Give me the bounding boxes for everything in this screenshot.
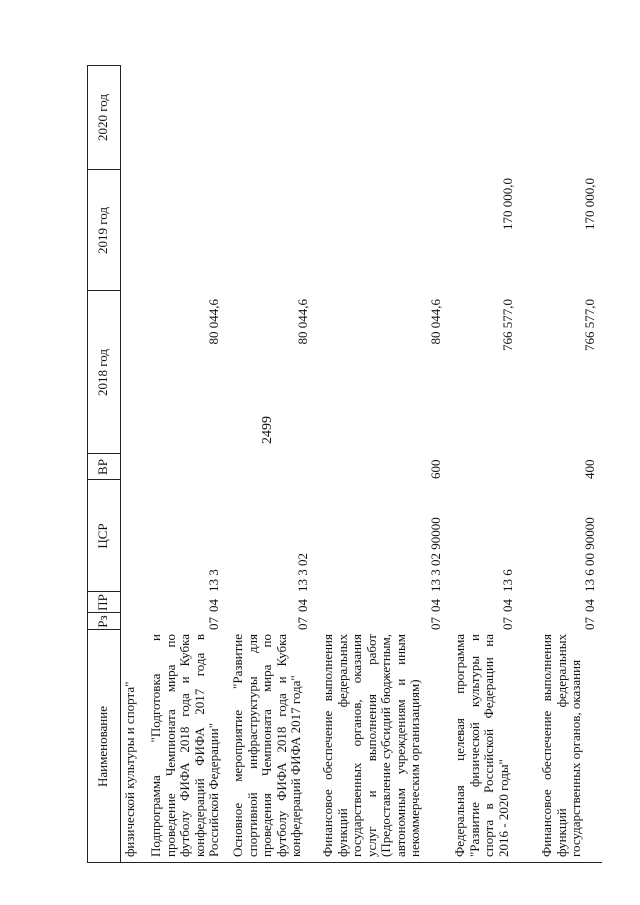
row-name: физической культуры и спорта"	[122, 681, 137, 857]
header-2018: 2018 год	[95, 349, 111, 396]
row-name: Финансовое обеспечение выполнения функций федеральных государственных органов, оказания услуг и выполнения работ (Предоставление субсидий бюджетным, автономным учреждениям и иным некоммерческим организациям)	[320, 634, 422, 857]
row-csr: 13 3	[206, 569, 221, 592]
row-name: Федеральная целевая программа "Развитие физической культуры и спорта в Российской Федерации на 2016 - 2020 годы"	[452, 634, 511, 857]
row-rz: 07	[206, 617, 221, 630]
header-name: Наименование	[95, 706, 111, 787]
row-pr: 04	[295, 599, 310, 612]
row-vr: 400	[582, 459, 597, 479]
row-2018: 80 044,6	[295, 299, 310, 345]
row-rz: 07	[295, 617, 310, 630]
header-rz: Рз	[95, 615, 111, 628]
row-2019: 170 000,0	[500, 178, 515, 230]
row-2018: 766 577,0	[500, 299, 515, 351]
header-2020: 2020 год	[95, 94, 111, 141]
row-pr: 04	[206, 599, 221, 612]
row-2018: 766 577,0	[582, 299, 597, 351]
row-name: Основное мероприятие "Развитие спортивной инфраструктуры для проведения Чемпионата мира по футболу ФИФА 2018 года и Кубка конфедераций ФИФА 2017 года"	[230, 634, 303, 857]
row-name: Подпрограмма "Подготовка и проведение Чемпионата мира по футболу ФИФА 2018 года и Кубка конфедераций ФИФА 2017 года в Российской Федерации"	[148, 634, 221, 857]
page-number: 2499	[260, 416, 275, 444]
table-left-border	[87, 862, 602, 863]
header-pr: ПР	[95, 594, 111, 611]
header-vr: ВР	[95, 459, 111, 475]
row-2019: 170 000,0	[582, 178, 597, 230]
row-pr: 04	[582, 599, 597, 612]
row-csr: 13 3 02	[295, 553, 310, 592]
row-pr: 04	[500, 599, 515, 612]
row-2018: 80 044,6	[206, 299, 221, 345]
row-rz: 07	[428, 617, 443, 630]
row-vr: 600	[428, 459, 443, 479]
header-csr: ЦСР	[95, 523, 111, 549]
row-pr: 04	[428, 599, 443, 612]
row-rz: 07	[500, 617, 515, 630]
header-bottom-border	[120, 65, 121, 863]
row-2018: 80 044,6	[428, 299, 443, 345]
budget-table	[87, 65, 602, 863]
row-csr: 13 3 02 90000	[428, 517, 443, 592]
row-csr: 13 6	[500, 569, 515, 592]
header-2019: 2019 год	[95, 207, 111, 254]
row-csr: 13 6 00 90000	[582, 517, 597, 592]
row-rz: 07	[582, 617, 597, 630]
row-name: Финансовое обеспечение выполнения функций федеральных государственных органов, оказания	[539, 634, 583, 857]
